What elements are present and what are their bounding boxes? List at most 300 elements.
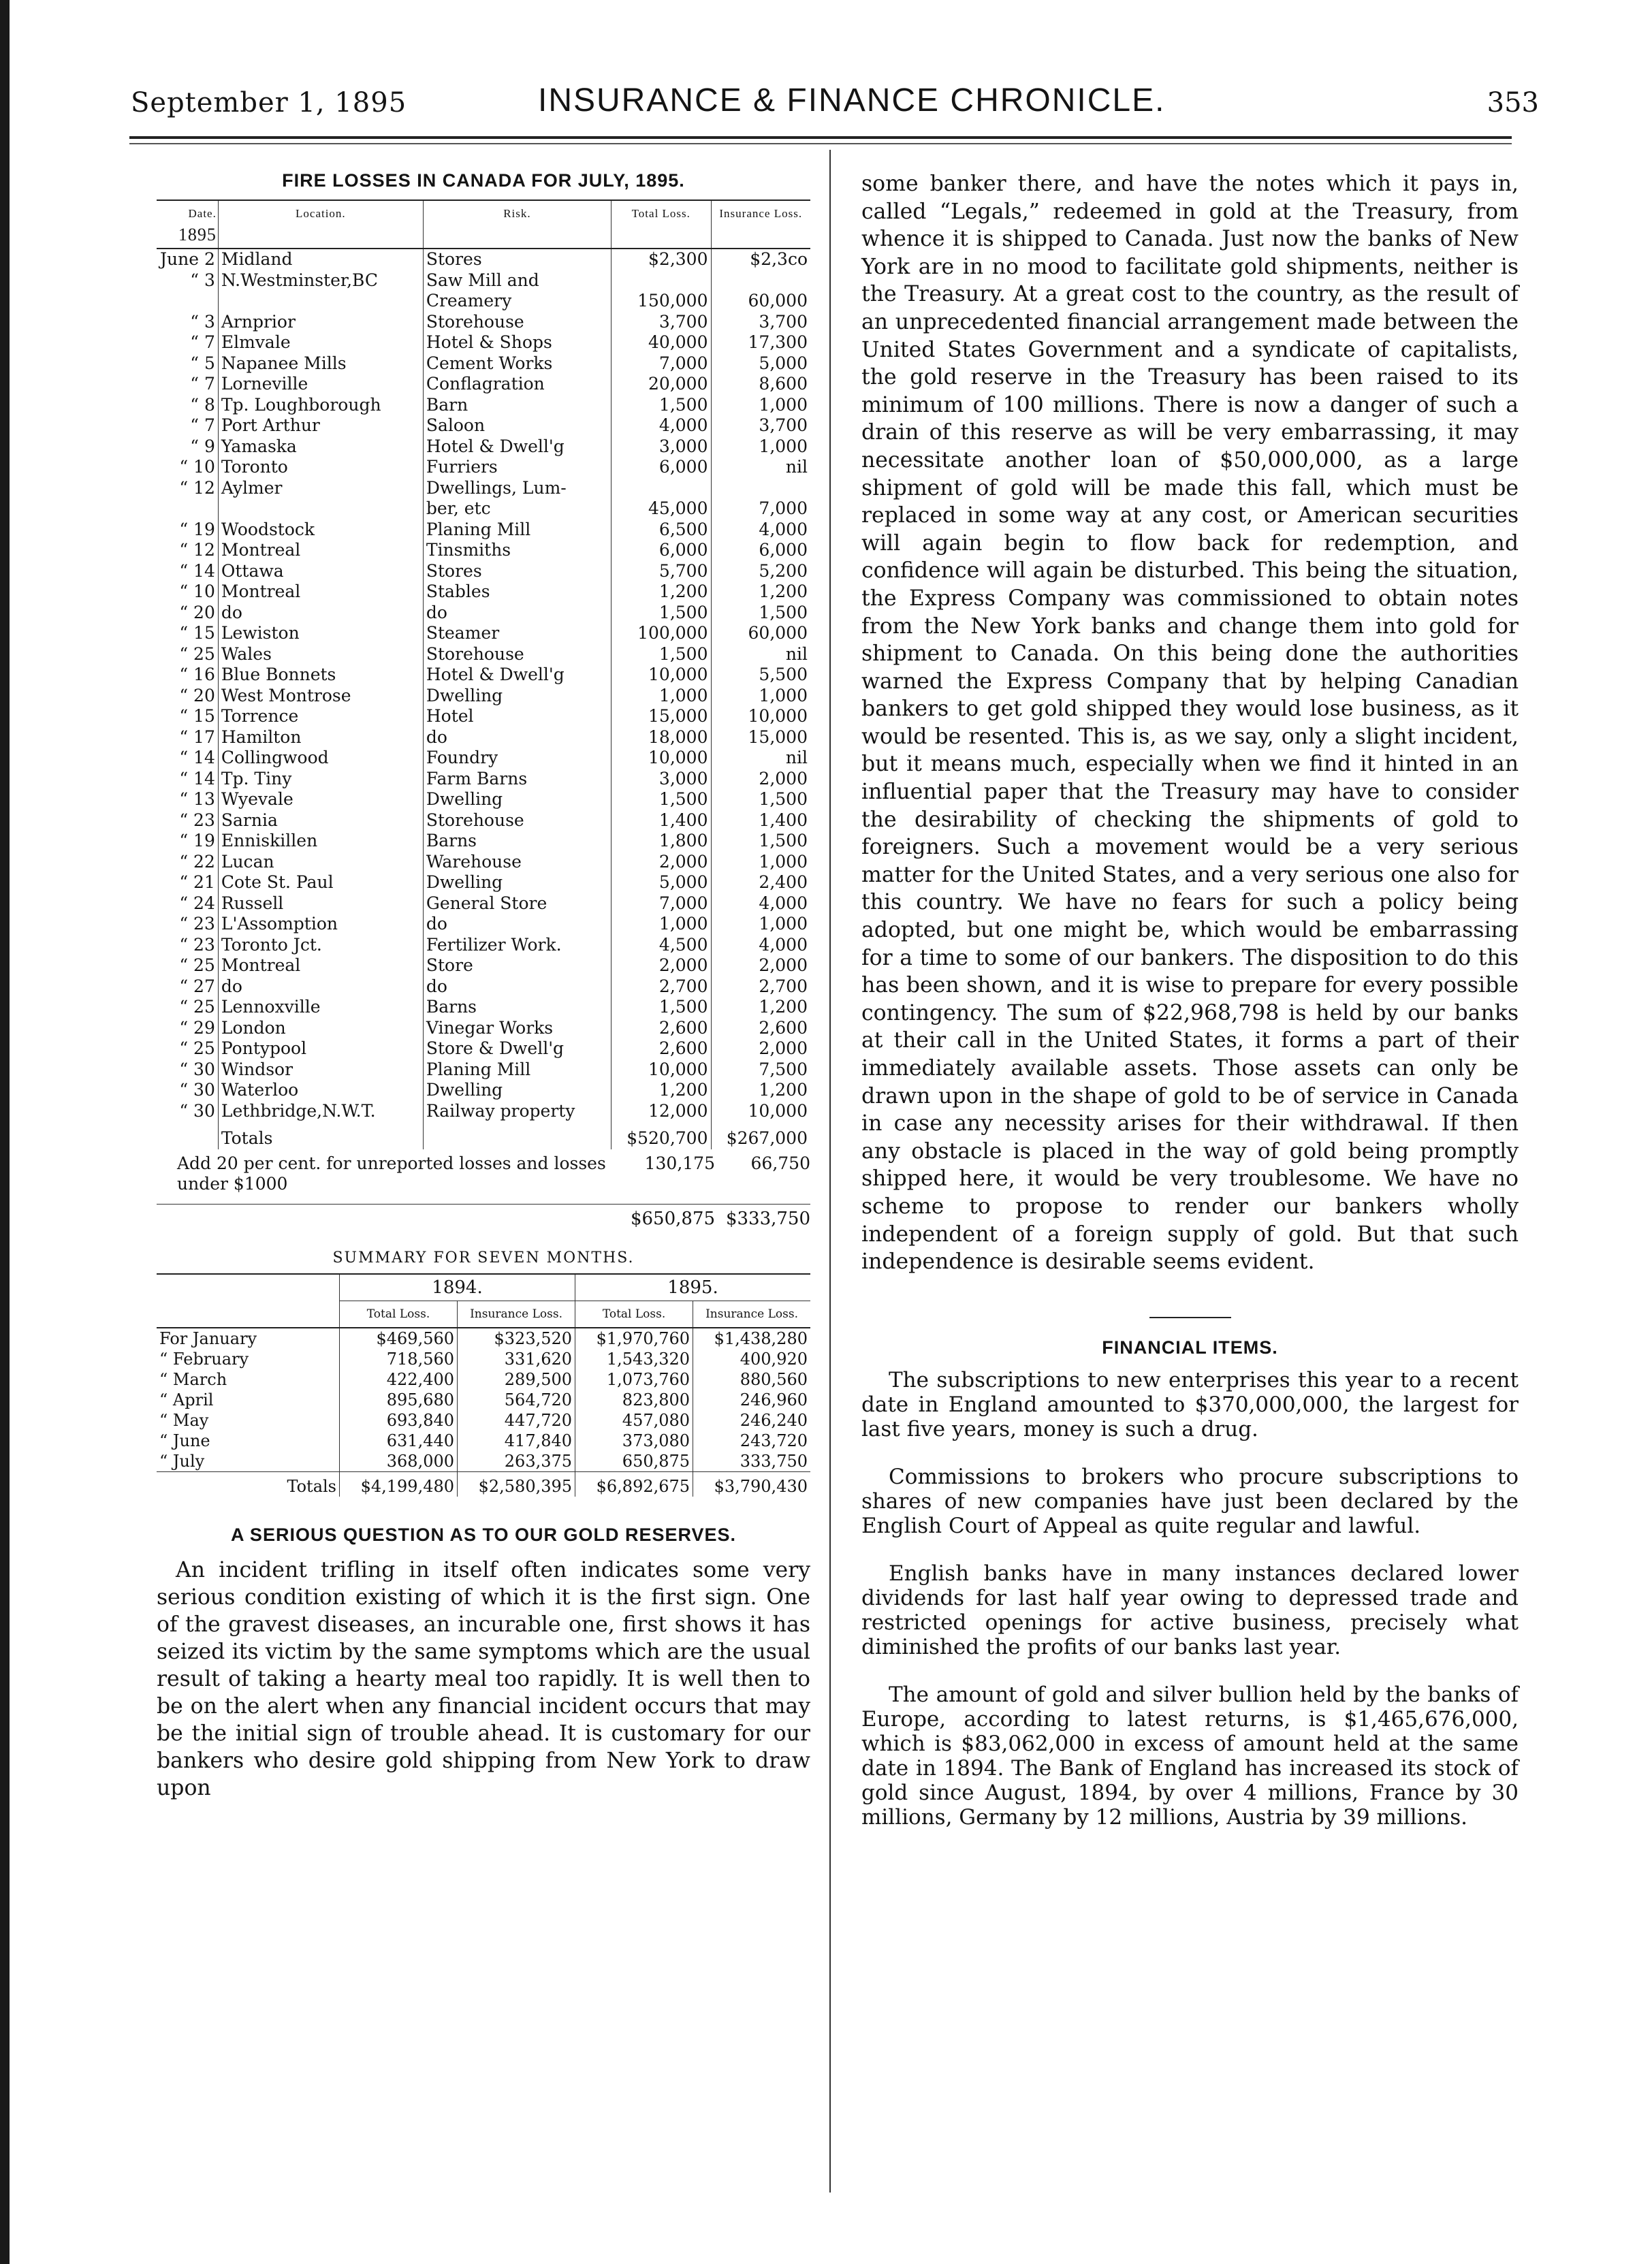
row-date: “ 30 — [157, 1059, 218, 1081]
row-location: Enniskillen — [218, 831, 423, 852]
page-number: 353 — [1487, 87, 1539, 118]
row-total-loss: 1,000 — [611, 686, 711, 707]
summary-ins-94: 331,620 — [458, 1349, 575, 1369]
summary-ins-95: 880,560 — [693, 1369, 810, 1390]
row-date: “ 20 — [157, 686, 218, 707]
row-total-loss: 40,000 — [611, 332, 711, 353]
row-insurance-loss: $2,3co — [750, 249, 808, 269]
row-insurance-loss: 1,500 — [759, 602, 808, 622]
summary-total-95: $1,970,760 — [575, 1328, 693, 1349]
row-risk: Planing Mill — [423, 1059, 611, 1081]
grand-total: $650,875 — [630, 1208, 715, 1229]
table-row — [157, 498, 810, 520]
row-insurance-loss: 2,000 — [759, 1038, 808, 1058]
row-date: “ 20 — [157, 603, 218, 624]
summary-total-95: 823,800 — [575, 1390, 693, 1410]
col-insurance-loss: Insurance Loss. — [719, 207, 803, 220]
row-date: “ 30 — [157, 1101, 218, 1122]
summary-ins-95: 400,920 — [693, 1349, 810, 1369]
row-total-loss: 20,000 — [611, 374, 711, 395]
row-risk: Furriers — [423, 457, 611, 478]
row-location: Waterloo — [218, 1080, 423, 1101]
row-total-loss: 3,000 — [611, 769, 711, 790]
row-location: Lewiston — [218, 623, 423, 644]
summary-month: “ May — [159, 1410, 209, 1430]
row-location: Collingwood — [218, 748, 423, 769]
sum-total-i94: $2,580,395 — [458, 1471, 575, 1497]
row-location: Tp. Tiny — [218, 769, 423, 790]
row-total-loss: 15,000 — [611, 706, 711, 727]
row-location: Aylmer — [218, 478, 423, 499]
summary-ins-95: 243,720 — [693, 1431, 810, 1451]
row-total-loss: 1,500 — [611, 789, 711, 810]
row-insurance-loss: 1,500 — [759, 831, 808, 850]
row-date: “ 15 — [157, 706, 218, 727]
table-row — [157, 249, 810, 270]
row-location: Lennoxville — [218, 997, 423, 1018]
table-row — [157, 914, 810, 935]
row-risk: General Store — [423, 893, 611, 914]
summary-totals-label: Totals — [157, 1471, 340, 1497]
table-row — [157, 686, 810, 707]
article-title: A SERIOUS QUESTION AS TO OUR GOLD RESERVES. — [230, 1524, 737, 1545]
summary-ins-94: 447,720 — [458, 1410, 575, 1431]
summary-total-95: 1,543,320 — [575, 1349, 693, 1369]
row-date: “ 12 — [157, 478, 218, 499]
summary-month: For January — [159, 1328, 257, 1348]
table-row — [157, 955, 810, 976]
row-location: Blue Bonnets — [218, 665, 423, 686]
row-total-loss — [611, 478, 711, 499]
row-location: Napanee Mills — [218, 353, 423, 374]
row-date: “ 29 — [157, 1018, 218, 1039]
summary-row — [157, 1390, 810, 1410]
summary-row — [157, 1349, 810, 1369]
row-risk: Hotel — [423, 706, 611, 727]
row-date: “ 16 — [157, 665, 218, 686]
table-row — [157, 312, 810, 333]
row-insurance-loss: 5,000 — [759, 353, 808, 373]
row-location: Lorneville — [218, 374, 423, 395]
right-column — [861, 170, 1519, 1853]
row-insurance-loss: 1,000 — [759, 436, 808, 456]
row-risk: Dwelling — [423, 686, 611, 707]
table-row — [157, 852, 810, 873]
col-risk: Risk. — [423, 201, 611, 249]
col-date-label: Date. — [188, 207, 217, 220]
col-location: Location. — [218, 201, 423, 249]
row-risk: Hotel & Shops — [423, 332, 611, 353]
row-location: Sarnia — [218, 810, 423, 831]
sum-col-total-95: Total Loss. — [575, 1301, 693, 1328]
grand-total-line — [157, 1204, 810, 1229]
row-insurance-loss — [711, 478, 810, 499]
row-location: Ottawa — [218, 561, 423, 582]
summary-ins-94: $323,520 — [458, 1328, 575, 1349]
row-date: “ 23 — [157, 810, 218, 831]
row-date — [157, 291, 218, 312]
row-risk: Steamer — [423, 623, 611, 644]
table-row — [157, 603, 810, 624]
row-total-loss: 3,000 — [611, 436, 711, 458]
summary-ins-95: 333,750 — [693, 1451, 810, 1472]
summary-year-row — [157, 1274, 810, 1301]
summary-ins-94: 417,840 — [458, 1431, 575, 1451]
financial-item: Commissions to brokers who procure subscriptions to shares of new companies have just been declared by the English Court of Appeal as quite regular and lawful. — [861, 1464, 1519, 1538]
row-date: “ 3 — [157, 270, 218, 291]
table-row — [157, 893, 810, 914]
unreported-total: 130,175 — [644, 1153, 715, 1173]
table-row — [157, 1038, 810, 1059]
row-date: “ 3 — [157, 312, 218, 333]
row-date: “ 25 — [157, 955, 218, 976]
row-total-loss: 7,000 — [611, 353, 711, 374]
row-risk: Tinsmiths — [423, 540, 611, 561]
row-insurance-loss: 1,000 — [759, 394, 808, 415]
table-row — [157, 415, 810, 436]
row-insurance-loss: 4,000 — [759, 934, 808, 955]
row-date: “ 14 — [157, 769, 218, 790]
row-insurance-loss: 1,500 — [759, 789, 808, 809]
totals-insurance-loss: $267,000 — [726, 1128, 808, 1148]
summary-month: “ June — [159, 1431, 210, 1450]
table-row — [157, 976, 810, 998]
row-location: Yamaska — [218, 436, 423, 458]
row-insurance-loss: 2,000 — [759, 768, 808, 788]
summary-row — [157, 1431, 810, 1451]
sum-col-ins-95: Insurance Loss. — [693, 1301, 810, 1328]
row-total-loss: 1,500 — [611, 644, 711, 665]
row-risk: Stores — [423, 249, 611, 270]
table-row — [157, 436, 810, 458]
masthead-rule-thin — [129, 143, 1512, 144]
row-insurance-loss: 2,600 — [759, 1017, 808, 1038]
summary-total-94: 631,440 — [340, 1431, 458, 1451]
row-total-loss: 10,000 — [611, 748, 711, 769]
table-row — [157, 540, 810, 561]
row-insurance-loss: 1,000 — [759, 914, 808, 934]
row-total-loss: 6,000 — [611, 457, 711, 478]
row-risk: Store & Dwell'g — [423, 1038, 611, 1059]
row-location: do — [218, 976, 423, 998]
row-date: “ 7 — [157, 415, 218, 436]
row-date: “ 21 — [157, 872, 218, 893]
row-location: N.Westminster,BC — [218, 270, 423, 291]
row-total-loss: 6,500 — [611, 520, 711, 541]
summary-month: “ July — [159, 1451, 205, 1471]
masthead — [102, 82, 1546, 129]
row-insurance-loss: 3,700 — [759, 415, 808, 435]
row-insurance-loss: 4,000 — [759, 519, 808, 539]
row-location: Montreal — [218, 540, 423, 561]
row-total-loss: 4,500 — [611, 935, 711, 956]
row-location: West Montrose — [218, 686, 423, 707]
row-total-loss: 10,000 — [611, 1059, 711, 1081]
row-risk: Dwelling — [423, 789, 611, 810]
publication-title: INSURANCE & FINANCE CHRONICLE. — [538, 82, 1166, 118]
row-date: “ 13 — [157, 789, 218, 810]
table-row — [157, 581, 810, 603]
row-total-loss: 100,000 — [611, 623, 711, 644]
summary-month: “ April — [159, 1390, 214, 1409]
summary-ins-94: 289,500 — [458, 1369, 575, 1390]
sum-total-t95: $6,892,675 — [575, 1471, 693, 1497]
summary-total-94: 718,560 — [340, 1349, 458, 1369]
row-location — [218, 291, 423, 312]
summary-row — [157, 1369, 810, 1390]
table-row — [157, 935, 810, 956]
row-location: Elmvale — [218, 332, 423, 353]
row-risk: Storehouse — [423, 810, 611, 831]
row-location: Lucan — [218, 852, 423, 873]
sum-col-total-94: Total Loss. — [340, 1301, 458, 1328]
table-row — [157, 395, 810, 416]
row-location: Arnprior — [218, 312, 423, 333]
row-total-loss: 4,000 — [611, 415, 711, 436]
summary-body — [157, 1328, 810, 1472]
left-column — [157, 170, 810, 1802]
row-total-loss: 5,000 — [611, 872, 711, 893]
table-row — [157, 457, 810, 478]
row-total-loss: 6,000 — [611, 540, 711, 561]
row-risk: Warehouse — [423, 852, 611, 873]
row-total-loss: 45,000 — [611, 498, 711, 520]
table-row — [157, 353, 810, 374]
row-insurance-loss: 60,000 — [748, 291, 808, 310]
row-total-loss: 2,600 — [611, 1018, 711, 1039]
table-row — [157, 291, 810, 312]
row-total-loss: 2,000 — [611, 955, 711, 976]
row-date: “ 25 — [157, 644, 218, 665]
masthead-rule — [129, 136, 1512, 139]
row-location: Midland — [218, 249, 423, 270]
table-row — [157, 332, 810, 353]
row-location — [218, 498, 423, 520]
row-location: Woodstock — [218, 520, 423, 541]
row-insurance-loss: 1,000 — [759, 685, 808, 705]
summary-table — [157, 1273, 810, 1497]
col-date — [157, 201, 218, 249]
fire-losses-table — [157, 201, 810, 1149]
summary-total-94: 422,400 — [340, 1369, 458, 1390]
row-risk: Stores — [423, 561, 611, 582]
row-date: “ 25 — [157, 1038, 218, 1059]
row-total-loss: 1,400 — [611, 810, 711, 831]
summary-total-95: 457,080 — [575, 1410, 693, 1431]
row-insurance-loss: 7,500 — [759, 1059, 808, 1079]
row-total-loss: 7,000 — [611, 893, 711, 914]
row-date: “ 30 — [157, 1080, 218, 1101]
row-date: “ 12 — [157, 540, 218, 561]
row-total-loss — [611, 270, 711, 291]
row-date: June 2 — [157, 249, 218, 270]
row-insurance-loss: nil — [785, 457, 808, 477]
summary-ins-95: 246,240 — [693, 1410, 810, 1431]
summary-ins-95: 246,960 — [693, 1390, 810, 1410]
row-location: Windsor — [218, 1059, 423, 1081]
row-insurance-loss: nil — [785, 643, 808, 664]
row-date: “ 25 — [157, 997, 218, 1018]
row-location: do — [218, 603, 423, 624]
summary-totals-row — [157, 1471, 810, 1497]
table-row — [157, 872, 810, 893]
table-row — [157, 1101, 810, 1122]
table-row — [157, 831, 810, 852]
row-risk: Planing Mill — [423, 520, 611, 541]
row-risk: do — [423, 727, 611, 748]
row-location: Pontypool — [218, 1038, 423, 1059]
summary-month: “ March — [159, 1369, 227, 1389]
row-insurance-loss: 5,500 — [759, 665, 808, 684]
row-risk: Railway property — [423, 1101, 611, 1122]
row-date: “ 5 — [157, 353, 218, 374]
row-date: “ 23 — [157, 935, 218, 956]
row-total-loss: 10,000 — [611, 665, 711, 686]
row-location: Montreal — [218, 955, 423, 976]
row-insurance-loss: 2,700 — [759, 976, 808, 996]
row-date: “ 27 — [157, 976, 218, 998]
row-date: “ 15 — [157, 623, 218, 644]
unreported-insurance: 66,750 — [750, 1153, 810, 1173]
row-total-loss: 1,200 — [611, 581, 711, 603]
row-total-loss: 1,500 — [611, 603, 711, 624]
row-total-loss: 12,000 — [611, 1101, 711, 1122]
row-risk: Dwellings, Lum- — [423, 478, 611, 499]
row-insurance-loss: 8,600 — [759, 374, 808, 394]
summary-title: SUMMARY FOR SEVEN MONTHS. — [332, 1249, 635, 1266]
row-insurance-loss: 4,000 — [759, 893, 808, 913]
row-location: London — [218, 1018, 423, 1039]
table-row — [157, 997, 810, 1018]
row-location: Toronto Jct. — [218, 935, 423, 956]
row-risk: Dwelling — [423, 1080, 611, 1101]
col-total-loss: Total Loss. — [611, 201, 711, 249]
row-date: “ 9 — [157, 436, 218, 458]
summary-total-94: 693,840 — [340, 1410, 458, 1431]
row-risk: Conflagration — [423, 374, 611, 395]
row-date: “ 19 — [157, 520, 218, 541]
row-date: “ 14 — [157, 748, 218, 769]
table-row — [157, 374, 810, 395]
financial-items-title: FINANCIAL ITEMS. — [1102, 1337, 1278, 1358]
row-location: Lethbridge,N.W.T. — [218, 1101, 423, 1122]
row-total-loss: 1,200 — [611, 1080, 711, 1101]
row-risk: Store — [423, 955, 611, 976]
sum-total-t94: $4,199,480 — [340, 1471, 458, 1497]
table-row — [157, 810, 810, 831]
table-row — [157, 1018, 810, 1039]
row-insurance-loss: 2,000 — [759, 955, 808, 975]
financial-item: The subscriptions to new enterprises this year to a recent date in England amounted to $370,000,000, the largest for last five years, money is such a drug. — [861, 1367, 1519, 1441]
row-risk: Fertilizer Work. — [423, 935, 611, 956]
row-location: Tp. Loughborough — [218, 395, 423, 416]
table-row — [157, 789, 810, 810]
summary-ins-94: 564,720 — [458, 1390, 575, 1410]
row-risk: Barn — [423, 395, 611, 416]
row-insurance-loss: 7,000 — [759, 498, 808, 518]
table-row — [157, 769, 810, 790]
article-text-left: An incident trifling in itself often indicates some very serious condition existing of which it is the first sign. One of the gravest diseases, an incurable one, first shows it has seized its victim by the same symptoms which are the usual result of taking a hearty meal too rapidly. It is well then to be on the alert when any financial incident occurs that may be the initial sign of trouble ahead. It is customary for our bankers who desire gold shipping from New York to draw upon — [157, 1557, 810, 1800]
table-row — [157, 270, 810, 291]
row-insurance-loss: 6,000 — [759, 540, 808, 560]
summary-ins-94: 263,375 — [458, 1451, 575, 1472]
issue-date: September 1, 1895 — [131, 87, 407, 118]
table-header-row — [157, 201, 810, 249]
summary-total-95: 373,080 — [575, 1431, 693, 1451]
row-risk: Dwelling — [423, 872, 611, 893]
row-date: “ 7 — [157, 374, 218, 395]
row-insurance-loss — [711, 270, 810, 291]
row-location: Wales — [218, 644, 423, 665]
column-divider — [829, 150, 831, 2193]
summary-year-1895: 1895. — [575, 1274, 810, 1301]
row-risk: Hotel & Dwell'g — [423, 665, 611, 686]
row-date: “ 22 — [157, 852, 218, 873]
fire-losses-title: FIRE LOSSES IN CANADA FOR JULY, 1895. — [282, 170, 685, 191]
row-date: “ 10 — [157, 457, 218, 478]
table-row — [157, 644, 810, 665]
fire-losses-body — [157, 249, 810, 1121]
section-divider — [1149, 1317, 1231, 1318]
row-risk: Farm Barns — [423, 769, 611, 790]
row-total-loss: 2,600 — [611, 1038, 711, 1059]
table-row — [157, 520, 810, 541]
row-total-loss: 1,000 — [611, 914, 711, 935]
grand-insurance: $333,750 — [725, 1208, 810, 1229]
summary-total-94: 895,680 — [340, 1390, 458, 1410]
row-insurance-loss: 60,000 — [748, 623, 808, 643]
row-date: “ 7 — [157, 332, 218, 353]
row-risk: do — [423, 603, 611, 624]
financial-item: The amount of gold and silver bullion held by the banks of Europe, according to latest returns, is $1,465,676,000, which is $83,062,000 in excess of amount held at the same date in 1894. The Bank of England has increased its stock of gold since August, 1894, by over 4 millions, France by 30 millions, Germany by 12 millions, Austria by 39 millions. — [861, 1682, 1519, 1830]
summary-row — [157, 1451, 810, 1472]
row-insurance-loss: 17,300 — [748, 332, 808, 352]
table-row — [157, 1080, 810, 1101]
unreported-note: Add 20 per cent. for unreported losses and losses under $1000 — [177, 1153, 606, 1194]
sum-col-ins-94: Insurance Loss. — [458, 1301, 575, 1328]
table-row — [157, 665, 810, 686]
row-date: “ 24 — [157, 893, 218, 914]
row-insurance-loss: 1,000 — [759, 851, 808, 872]
row-insurance-loss: 3,700 — [759, 311, 808, 332]
row-insurance-loss: 1,200 — [759, 581, 808, 601]
summary-total-94: $469,560 — [340, 1328, 458, 1349]
row-date: “ 17 — [157, 727, 218, 748]
row-location: Russell — [218, 893, 423, 914]
row-risk: Vinegar Works — [423, 1018, 611, 1039]
row-date: “ 8 — [157, 395, 218, 416]
summary-total-95: 650,875 — [575, 1451, 693, 1472]
row-date: “ 10 — [157, 581, 218, 603]
table-row — [157, 561, 810, 582]
row-date: “ 14 — [157, 561, 218, 582]
row-insurance-loss: 2,400 — [759, 872, 808, 892]
row-risk: do — [423, 976, 611, 998]
row-risk: Foundry — [423, 748, 611, 769]
row-location: Hamilton — [218, 727, 423, 748]
table-row — [157, 478, 810, 499]
row-insurance-loss: 1,400 — [759, 810, 808, 830]
summary-col-row — [157, 1301, 810, 1328]
row-total-loss: 2,700 — [611, 976, 711, 998]
row-risk: Saloon — [423, 415, 611, 436]
row-risk: Storehouse — [423, 312, 611, 333]
row-location: Torrence — [218, 706, 423, 727]
summary-year-1894: 1894. — [340, 1274, 575, 1301]
table-row — [157, 748, 810, 769]
row-location: Port Arthur — [218, 415, 423, 436]
row-date: “ 23 — [157, 914, 218, 935]
